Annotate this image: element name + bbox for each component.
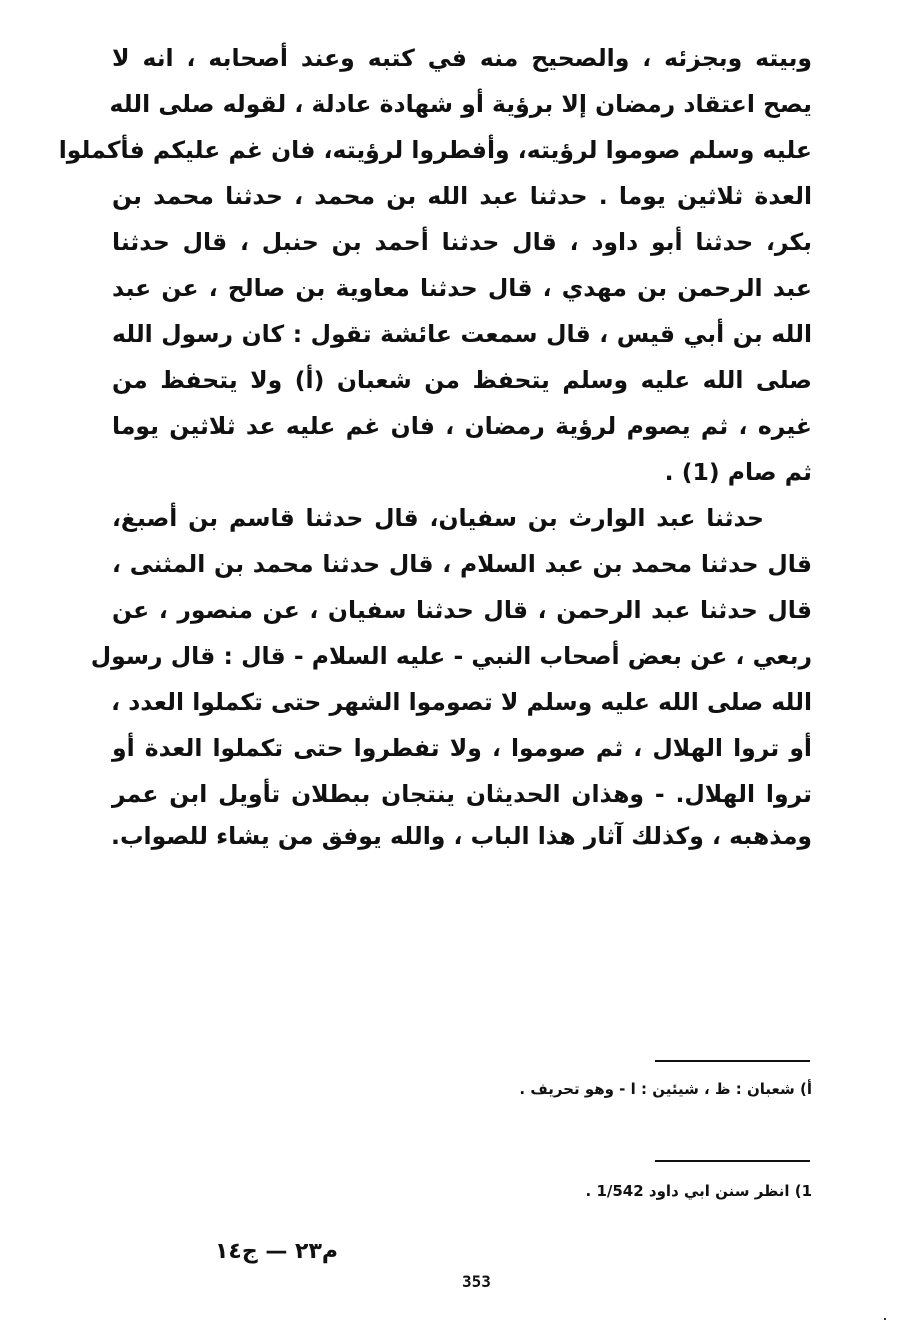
footnote-variant: أ) شعبان : ظ ، شيئين : ا - وهو تحريف . <box>519 1080 812 1098</box>
text-line: ومذهبه ، وكذلك آثار هذا الباب ، والله يوفق من يشاء للصواب. <box>111 822 812 850</box>
scan-speck <box>884 1318 886 1320</box>
text-line: وبيته وبجزئه ، والصحيح منه في كتبه وعند أصحابه ، انه لا <box>112 44 812 72</box>
text-line: حدثنا عبد الوارث بن سفيان، قال حدثنا قاسم بن أصبغ، <box>112 504 764 532</box>
text-line: ثم صام (1) . <box>664 458 812 486</box>
text-line: قال حدثنا محمد بن عبد السلام ، قال حدثنا محمد بن المثنى ، <box>112 550 812 578</box>
text-line: الله صلى الله عليه وسلم لا تصوموا الشهر حتى تكملوا العدد ، <box>111 688 812 716</box>
footnote-reference: 1) انظر سنن ابي داود 1/542 . <box>585 1182 812 1200</box>
text-line: أو تروا الهلال ، ثم صوموا ، ولا تفطروا حتى تكملوا العدة أو <box>112 734 812 762</box>
text-line: بكر، حدثنا أبو داود ، قال حدثنا أحمد بن حنبل ، قال حدثنا <box>112 228 812 256</box>
text-line: ربعي ، عن بعض أصحاب النبي - عليه السلام - قال : قال رسول <box>90 642 812 670</box>
text-line: تروا الهلال. - وهذان الحديثان ينتجان ببطلان تأويل ابن عمر <box>112 780 812 808</box>
text-line: العدة ثلاثين يوما . حدثنا عبد الله بن محمد ، حدثنا محمد بن <box>112 182 812 210</box>
text-line: غيره ، ثم يصوم لرؤية رمضان ، فان غم عليه عد ثلاثين يوما <box>112 412 812 440</box>
text-line: قال حدثنا عبد الرحمن ، قال حدثنا سفيان ، عن منصور ، عن <box>112 596 812 624</box>
text-line: عليه وسلم صوموا لرؤيته، وأفطروا لرؤيته، فان غم عليكم فأكملوا <box>58 136 812 164</box>
printer-signature: م٢٣ — ج١٤ <box>215 1239 339 1264</box>
text-line: يصح اعتقاد رمضان إلا برؤية أو شهادة عادلة ، لقوله صلى الله <box>109 90 812 118</box>
page-number: 353 <box>462 1272 491 1291</box>
footnote-separator <box>655 1160 810 1162</box>
text-line: الله بن أبي قيس ، قال سمعت عائشة تقول : كان رسول الله <box>112 320 812 348</box>
text-line: صلى الله عليه وسلم يتحفظ من شعبان (أ) ولا يتحفظ من <box>112 366 812 394</box>
footnote-separator <box>655 1060 810 1062</box>
text-line: عبد الرحمن بن مهدي ، قال حدثنا معاوية بن صالح ، عن عبد <box>112 274 812 302</box>
